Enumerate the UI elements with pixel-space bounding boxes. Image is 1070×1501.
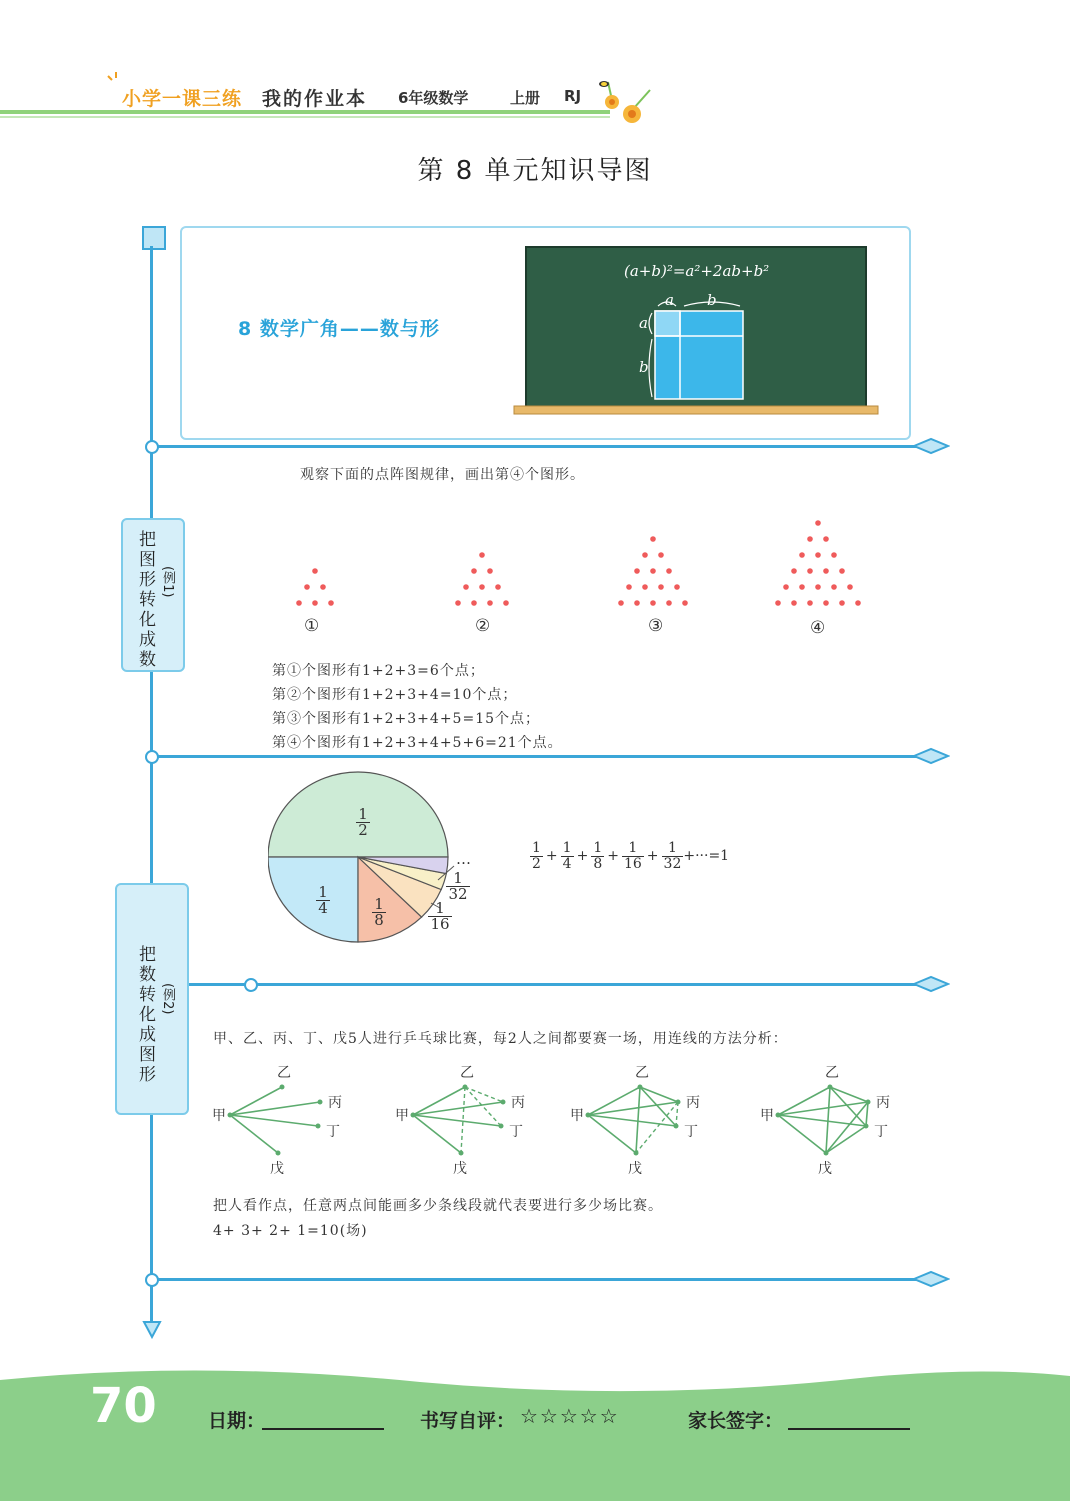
volume-label: 上册 xyxy=(510,89,541,107)
person-label: 丁 xyxy=(509,1124,523,1140)
match-line-dashed xyxy=(461,1087,465,1153)
branch-line-3 xyxy=(186,983,923,986)
header-rule-light xyxy=(0,116,610,118)
pie-label-sixteenth xyxy=(428,900,452,932)
example2-tab xyxy=(115,883,189,1115)
label-a-top: a xyxy=(665,291,674,309)
dot-fig3 xyxy=(642,552,648,558)
denominator: 2 xyxy=(532,855,541,872)
person-label: 乙 xyxy=(277,1065,291,1081)
dot-fig3 xyxy=(658,552,664,558)
timeline-node xyxy=(244,978,258,992)
example3-note: 把人看作点，任意两点间能画多少条线段就代表要进行多少场比赛。 xyxy=(213,1198,663,1214)
example1-tab-sub: (例1) xyxy=(160,566,175,598)
example1-tab xyxy=(121,518,185,672)
edition-label: RJ xyxy=(564,87,582,105)
example2-tab-sub: (例2) xyxy=(160,983,175,1015)
person-label: 丙 xyxy=(511,1095,525,1111)
blackboard-diagram xyxy=(512,246,880,418)
dot-fig4 xyxy=(815,552,821,558)
match-line xyxy=(230,1115,318,1126)
plus-sign: + xyxy=(545,848,558,864)
dot-fig4 xyxy=(839,568,845,574)
dot-fig2 xyxy=(487,600,493,606)
denominator: 16 xyxy=(430,915,450,933)
numerator: 1 xyxy=(358,805,368,823)
dot-fig4 xyxy=(855,600,861,606)
person-node xyxy=(866,1100,871,1105)
person-node xyxy=(280,1085,285,1090)
dot-fig1 xyxy=(328,600,334,606)
example1-line-4: 第④个图形有1+2+3+4+5+6=21个点。 xyxy=(272,735,563,751)
numerator: 1 xyxy=(453,869,463,887)
numerator: 1 xyxy=(667,839,677,856)
person-node xyxy=(634,1151,639,1156)
timeline-start-square xyxy=(142,226,166,250)
timeline-vertical-line xyxy=(150,246,153,1326)
grade-label: 6年级数学 xyxy=(398,89,469,107)
dot-fig3 xyxy=(634,600,640,606)
branch-end-diamond-icon xyxy=(912,747,950,765)
numerator: 1 xyxy=(435,899,445,917)
dot-fig4 xyxy=(799,552,805,558)
formula-text: (a+b)²=a²+2ab+b² xyxy=(624,262,770,280)
person-label: 丙 xyxy=(686,1095,700,1111)
fraction-pie-4 xyxy=(446,871,469,902)
dot-fig4 xyxy=(823,568,829,574)
person-node xyxy=(499,1124,504,1129)
denominator: 4 xyxy=(318,899,328,917)
dot-fig4 xyxy=(807,568,813,574)
person-label: 丁 xyxy=(684,1124,698,1140)
dot-fig2 xyxy=(487,568,493,574)
example3-problem: 甲、乙、丙、丁、戊5人进行乒乓球比赛，每2人之间都要赛一场，用连线的方法分析： xyxy=(213,1031,788,1047)
dot-fig2 xyxy=(479,552,485,558)
person-node xyxy=(864,1124,869,1129)
page-number: 70 xyxy=(90,1378,157,1434)
dot-fig4 xyxy=(823,536,829,542)
fraction-sum-0 xyxy=(530,841,543,872)
dot-fig4 xyxy=(799,584,805,590)
person-node xyxy=(276,1151,281,1156)
person-node xyxy=(228,1113,233,1118)
dot-fig1 xyxy=(312,600,318,606)
figure-label-2: ② xyxy=(475,616,491,636)
person-label: 丙 xyxy=(876,1095,890,1111)
dot-fig3 xyxy=(650,568,656,574)
dot-fig4 xyxy=(839,600,845,606)
match-line xyxy=(866,1102,868,1126)
person-label: 甲 xyxy=(395,1108,409,1124)
series-sum xyxy=(530,836,729,876)
dot-fig2 xyxy=(455,600,461,606)
branch-line-2 xyxy=(153,755,923,758)
denominator: 2 xyxy=(358,821,368,839)
timeline-node xyxy=(145,750,159,764)
match-line-dashed xyxy=(465,1087,503,1102)
pie-label-thirtysecond xyxy=(446,870,470,902)
denominator: 32 xyxy=(663,855,682,872)
person-node xyxy=(459,1151,464,1156)
numerator: 1 xyxy=(593,839,603,856)
dot-fig4 xyxy=(815,584,821,590)
denominator: 8 xyxy=(593,855,603,872)
dot-fig4 xyxy=(791,568,797,574)
label-b-top: b xyxy=(707,291,717,309)
example1-tab-label: 把图形转化成数 xyxy=(135,530,155,670)
self-eval-label: 书写自评： xyxy=(420,1410,516,1432)
dot-fig3 xyxy=(682,600,688,606)
date-field[interactable] xyxy=(262,1427,384,1430)
brand-name: 小学一课三练 xyxy=(122,88,243,110)
numerator: 1 xyxy=(374,895,384,913)
dot-fig1 xyxy=(304,584,310,590)
dot-fig3 xyxy=(618,600,624,606)
dot-fig3 xyxy=(658,584,664,590)
person-node xyxy=(776,1113,781,1118)
pie-label-eighth xyxy=(369,896,389,928)
denominator: 8 xyxy=(374,911,384,929)
branch-end-diamond-icon xyxy=(912,437,950,455)
parent-signature-label: 家长签字： xyxy=(688,1410,784,1432)
person-node xyxy=(824,1151,829,1156)
person-label: 戊 xyxy=(818,1161,832,1177)
dot-fig4 xyxy=(775,600,781,606)
dot-fig2 xyxy=(479,584,485,590)
person-node xyxy=(638,1085,643,1090)
branch-line-1 xyxy=(153,445,923,448)
figure-label-4: ④ xyxy=(810,618,826,638)
match-graphs xyxy=(200,1060,920,1180)
person-node xyxy=(316,1124,321,1129)
branch-line-4 xyxy=(153,1278,923,1281)
plus-sign: + xyxy=(646,848,659,864)
match-line xyxy=(636,1087,640,1153)
label-a-side: a xyxy=(639,314,648,332)
unit-title: 8 数学广角——数与形 xyxy=(238,318,440,340)
person-node xyxy=(586,1113,591,1118)
dot-fig3 xyxy=(650,600,656,606)
dot-fig4 xyxy=(847,584,853,590)
person-label: 甲 xyxy=(760,1108,774,1124)
figure-label-1: ① xyxy=(304,616,320,636)
pie-label-half xyxy=(353,806,373,838)
branch-end-diamond-icon xyxy=(912,975,950,993)
pie-label-quarter xyxy=(313,884,333,916)
dot-fig4 xyxy=(791,600,797,606)
fraction-sum-1 xyxy=(561,841,574,872)
numerator: 1 xyxy=(562,839,572,856)
dot-fig3 xyxy=(634,568,640,574)
person-label: 戊 xyxy=(270,1161,284,1177)
dot-fig4 xyxy=(815,520,821,526)
numerator: 1 xyxy=(318,883,328,901)
match-line xyxy=(830,1087,868,1102)
example1-line-3: 第③个图形有1+2+3+4+5=15个点； xyxy=(272,711,541,727)
person-label: 甲 xyxy=(212,1108,226,1124)
dot-fig4 xyxy=(783,584,789,590)
plus-sign: + xyxy=(576,848,589,864)
example1-instruction: 观察下面的点阵图规律，画出第④个图形。 xyxy=(300,467,585,483)
dot-fig3 xyxy=(626,584,632,590)
person-label: 乙 xyxy=(825,1065,839,1081)
person-label: 甲 xyxy=(570,1108,584,1124)
person-node xyxy=(674,1124,679,1129)
dot-fig2 xyxy=(503,600,509,606)
dot-fig1 xyxy=(312,568,318,574)
match-line xyxy=(826,1102,868,1153)
page-title: 第 8 单元知识导图 xyxy=(417,156,653,186)
dot-fig2 xyxy=(495,584,501,590)
person-label: 戊 xyxy=(453,1161,467,1177)
dot-fig4 xyxy=(807,536,813,542)
person-node xyxy=(676,1100,681,1105)
date-label: 日期： xyxy=(208,1410,266,1432)
figure-label-3: ③ xyxy=(648,616,664,636)
denominator: 32 xyxy=(448,885,468,903)
dot-fig1 xyxy=(320,584,326,590)
pie-label-ellipsis: … xyxy=(456,850,471,868)
rating-stars[interactable]: ☆☆☆☆☆ xyxy=(520,1404,620,1428)
dot-fig3 xyxy=(642,584,648,590)
match-line-dashed xyxy=(636,1102,678,1153)
numerator: 1 xyxy=(532,839,541,856)
person-node xyxy=(318,1100,323,1105)
timeline-node xyxy=(145,1273,159,1287)
match-line xyxy=(413,1115,501,1126)
fraction-pie-2 xyxy=(372,897,386,928)
plus-sign: + xyxy=(607,848,619,864)
timeline-node xyxy=(145,440,159,454)
example1-line-2: 第②个图形有1+2+3+4=10个点； xyxy=(272,687,518,703)
timeline-arrow-down-icon xyxy=(141,1318,163,1340)
person-label: 乙 xyxy=(460,1065,474,1081)
dot-fig4 xyxy=(831,584,837,590)
label-b-side: b xyxy=(639,358,649,376)
example1-line-1: 第①个图形有1+2+3=6个点； xyxy=(272,663,485,679)
dot-fig4 xyxy=(823,600,829,606)
dot-fig2 xyxy=(471,568,477,574)
example2-tab-label: 把数转化成图形 xyxy=(135,945,155,1085)
person-label: 戊 xyxy=(628,1161,642,1177)
example3-formula: 4+ 3+ 2+ 1=10(场) xyxy=(213,1223,368,1239)
denominator: 4 xyxy=(562,855,572,872)
fraction-sum-2 xyxy=(591,841,604,872)
person-node xyxy=(828,1085,833,1090)
fraction-pie-3 xyxy=(428,901,451,932)
person-node xyxy=(463,1085,468,1090)
fraction-pie-0 xyxy=(356,807,370,838)
dot-fig4 xyxy=(807,600,813,606)
dot-fig3 xyxy=(666,600,672,606)
dot-pattern-figures xyxy=(260,505,900,615)
person-label: 乙 xyxy=(635,1065,649,1081)
person-label: 丁 xyxy=(874,1124,888,1140)
person-node xyxy=(501,1100,506,1105)
match-line xyxy=(640,1087,678,1102)
dot-fig2 xyxy=(463,584,469,590)
footer-background xyxy=(0,1360,1070,1501)
dot-fig2 xyxy=(471,600,477,606)
dot-fig3 xyxy=(666,568,672,574)
series-name: 我的作业本 xyxy=(262,88,368,110)
series-tail: +···=1 xyxy=(683,848,730,864)
dot-fig1 xyxy=(296,600,302,606)
dot-fig3 xyxy=(674,584,680,590)
parent-signature-field[interactable] xyxy=(788,1427,910,1430)
match-line xyxy=(826,1087,830,1153)
dot-fig4 xyxy=(831,552,837,558)
branch-end-diamond-icon xyxy=(912,1270,950,1288)
person-label: 丁 xyxy=(326,1124,340,1140)
match-line-dashed xyxy=(676,1102,678,1126)
fraction-sum-3 xyxy=(622,841,644,872)
numerator: 1 xyxy=(628,839,638,856)
person-label: 丙 xyxy=(328,1095,342,1111)
dot-fig3 xyxy=(650,536,656,542)
denominator: 16 xyxy=(623,855,642,872)
person-node xyxy=(411,1113,416,1118)
fraction-pie-1 xyxy=(316,885,330,916)
match-line xyxy=(826,1126,866,1153)
fraction-sum-4 xyxy=(662,841,684,872)
